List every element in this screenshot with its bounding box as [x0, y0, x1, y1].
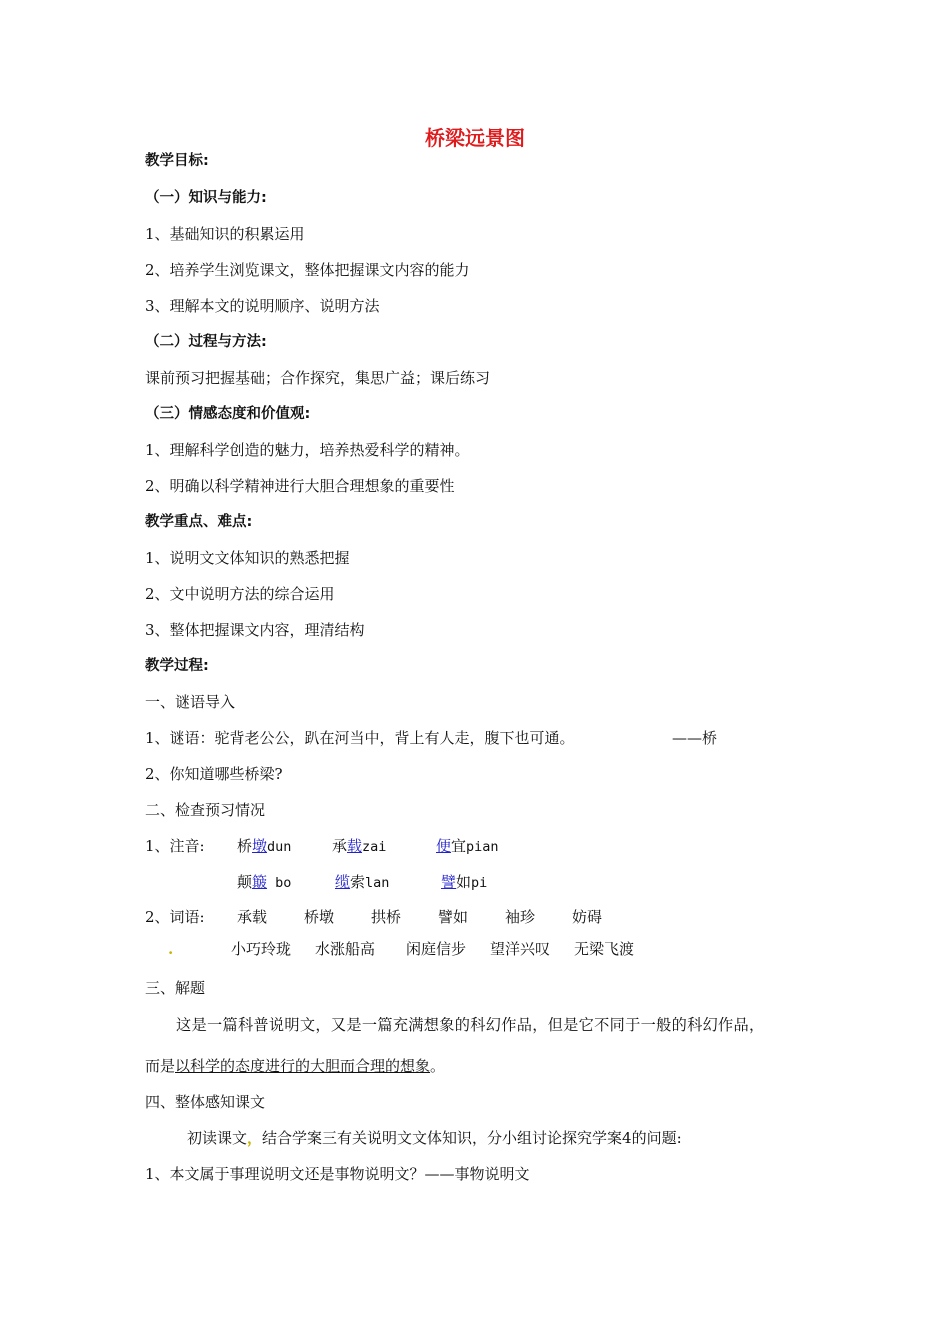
pinyin: lan: [365, 875, 390, 891]
target-char: 墩: [252, 837, 268, 855]
entry-suffix: 索: [350, 873, 366, 891]
objectives-heading: 教学目标:: [145, 153, 209, 169]
pronunciation-entry: [237, 836, 291, 857]
document-title: 桥梁远景图: [425, 126, 525, 150]
question-answer: 1、本文属于事理说明文还是事物说明文？——事物说明文: [145, 1165, 530, 1183]
text-fragment: 。: [430, 1057, 446, 1075]
vocab-word: 桥墩: [304, 908, 335, 926]
objectives-sub2: （二）过程与方法:: [145, 334, 267, 350]
key-point-item: 2、文中说明方法的综合运用: [145, 585, 335, 603]
vocab-word: 望洋兴叹: [490, 940, 551, 958]
key-point-item: 3、整体把握课文内容，理清结构: [145, 621, 365, 639]
riddle-answer: ——桥: [672, 729, 718, 747]
sub1-item: 2、培养学生浏览课文，整体把握课文内容的能力: [145, 261, 470, 279]
pronunciation-entry: [441, 872, 487, 893]
riddle-text: 1、谜语：驼背老公公，趴在河当中，背上有人走，腹下也可通。: [145, 729, 575, 747]
pinyin: dun: [267, 839, 292, 855]
vocab-word: 譬如: [438, 908, 469, 926]
vocab-word: 小巧玲珑: [231, 940, 292, 958]
entry-suffix: 宜: [451, 837, 467, 855]
target-char: 簸: [252, 873, 268, 891]
section-heading: 一、谜语导入: [145, 693, 236, 711]
topic-paragraph-cont: [145, 1056, 445, 1076]
section-heading: 二、检查预习情况: [145, 801, 266, 819]
vocab-dot-marker: .: [168, 940, 174, 958]
sub2-text: 课前预习把握基础；合作探究，集思广益；课后练习: [145, 369, 491, 387]
pinyin: bo: [267, 875, 292, 891]
topic-paragraph: 这是一篇科普说明文，又是一篇充满想象的科幻作品，但是它不同于一般的科幻作品，: [176, 1016, 765, 1034]
pronunciation-entry: [335, 872, 389, 893]
target-char: 譬: [441, 873, 457, 891]
section-heading: 四、整体感知课文: [145, 1093, 266, 1111]
pronunciation-entry: [237, 872, 291, 893]
entry-suffix: 如: [456, 873, 472, 891]
key-point-item: 1、说明文文体知识的熟悉把握: [145, 549, 350, 567]
objectives-sub3: （三）情感态度和价值观:: [145, 406, 311, 422]
vocab-word: 无梁飞渡: [574, 940, 635, 958]
vocabulary-label: 2、词语:: [145, 908, 205, 926]
vocab-word: 闲庭信步: [406, 940, 467, 958]
target-char: 载: [347, 837, 363, 855]
key-points-heading: 教学重点、难点:: [145, 514, 253, 530]
pinyin: pian: [466, 839, 499, 855]
sub3-item: 1、理解科学创造的魅力，培养热爱科学的精神。: [145, 441, 470, 459]
pinyin: pi: [471, 875, 488, 891]
process-heading: 教学过程:: [145, 658, 209, 674]
pronunciation-entry: [436, 836, 499, 857]
entry-prefix: 颠: [237, 873, 253, 891]
vocab-word: 袖珍: [505, 908, 536, 926]
target-char: 缆: [335, 873, 351, 891]
vocab-word: 承载: [237, 908, 268, 926]
vocab-word: 拱桥: [371, 908, 402, 926]
highlighted-comma: ，: [247, 1129, 263, 1147]
objectives-sub1: （一）知识与能力:: [145, 190, 267, 206]
text-fragment: 初读课文: [187, 1129, 248, 1147]
pronunciation-label: 1、注音:: [145, 837, 205, 855]
pinyin: zai: [362, 839, 387, 855]
section-heading: 三、解题: [145, 979, 206, 997]
sub3-item: 2、明确以科学精神进行大胆合理想象的重要性: [145, 477, 455, 495]
question-text: 2、你知道哪些桥梁?: [145, 765, 283, 783]
underlined-phrase: 以科学的态度进行的大胆而合理的想象: [175, 1057, 431, 1075]
target-char: 便: [436, 837, 452, 855]
entry-prefix: 桥: [237, 837, 253, 855]
pronunciation-entry: [332, 836, 386, 857]
sub1-item: 1、基础知识的积累运用: [145, 225, 305, 243]
vocab-word: 妨碍: [572, 908, 603, 926]
reading-instruction: [187, 1128, 682, 1148]
sub1-item: 3、理解本文的说明顺序、说明方法: [145, 297, 380, 315]
text-fragment: 结合学案三有关说明文文体知识，分小组讨论探究学案4的问题:: [262, 1129, 682, 1147]
text-fragment: 而是: [145, 1057, 176, 1075]
vocab-word: 水涨船高: [315, 940, 376, 958]
entry-prefix: 承: [332, 837, 348, 855]
